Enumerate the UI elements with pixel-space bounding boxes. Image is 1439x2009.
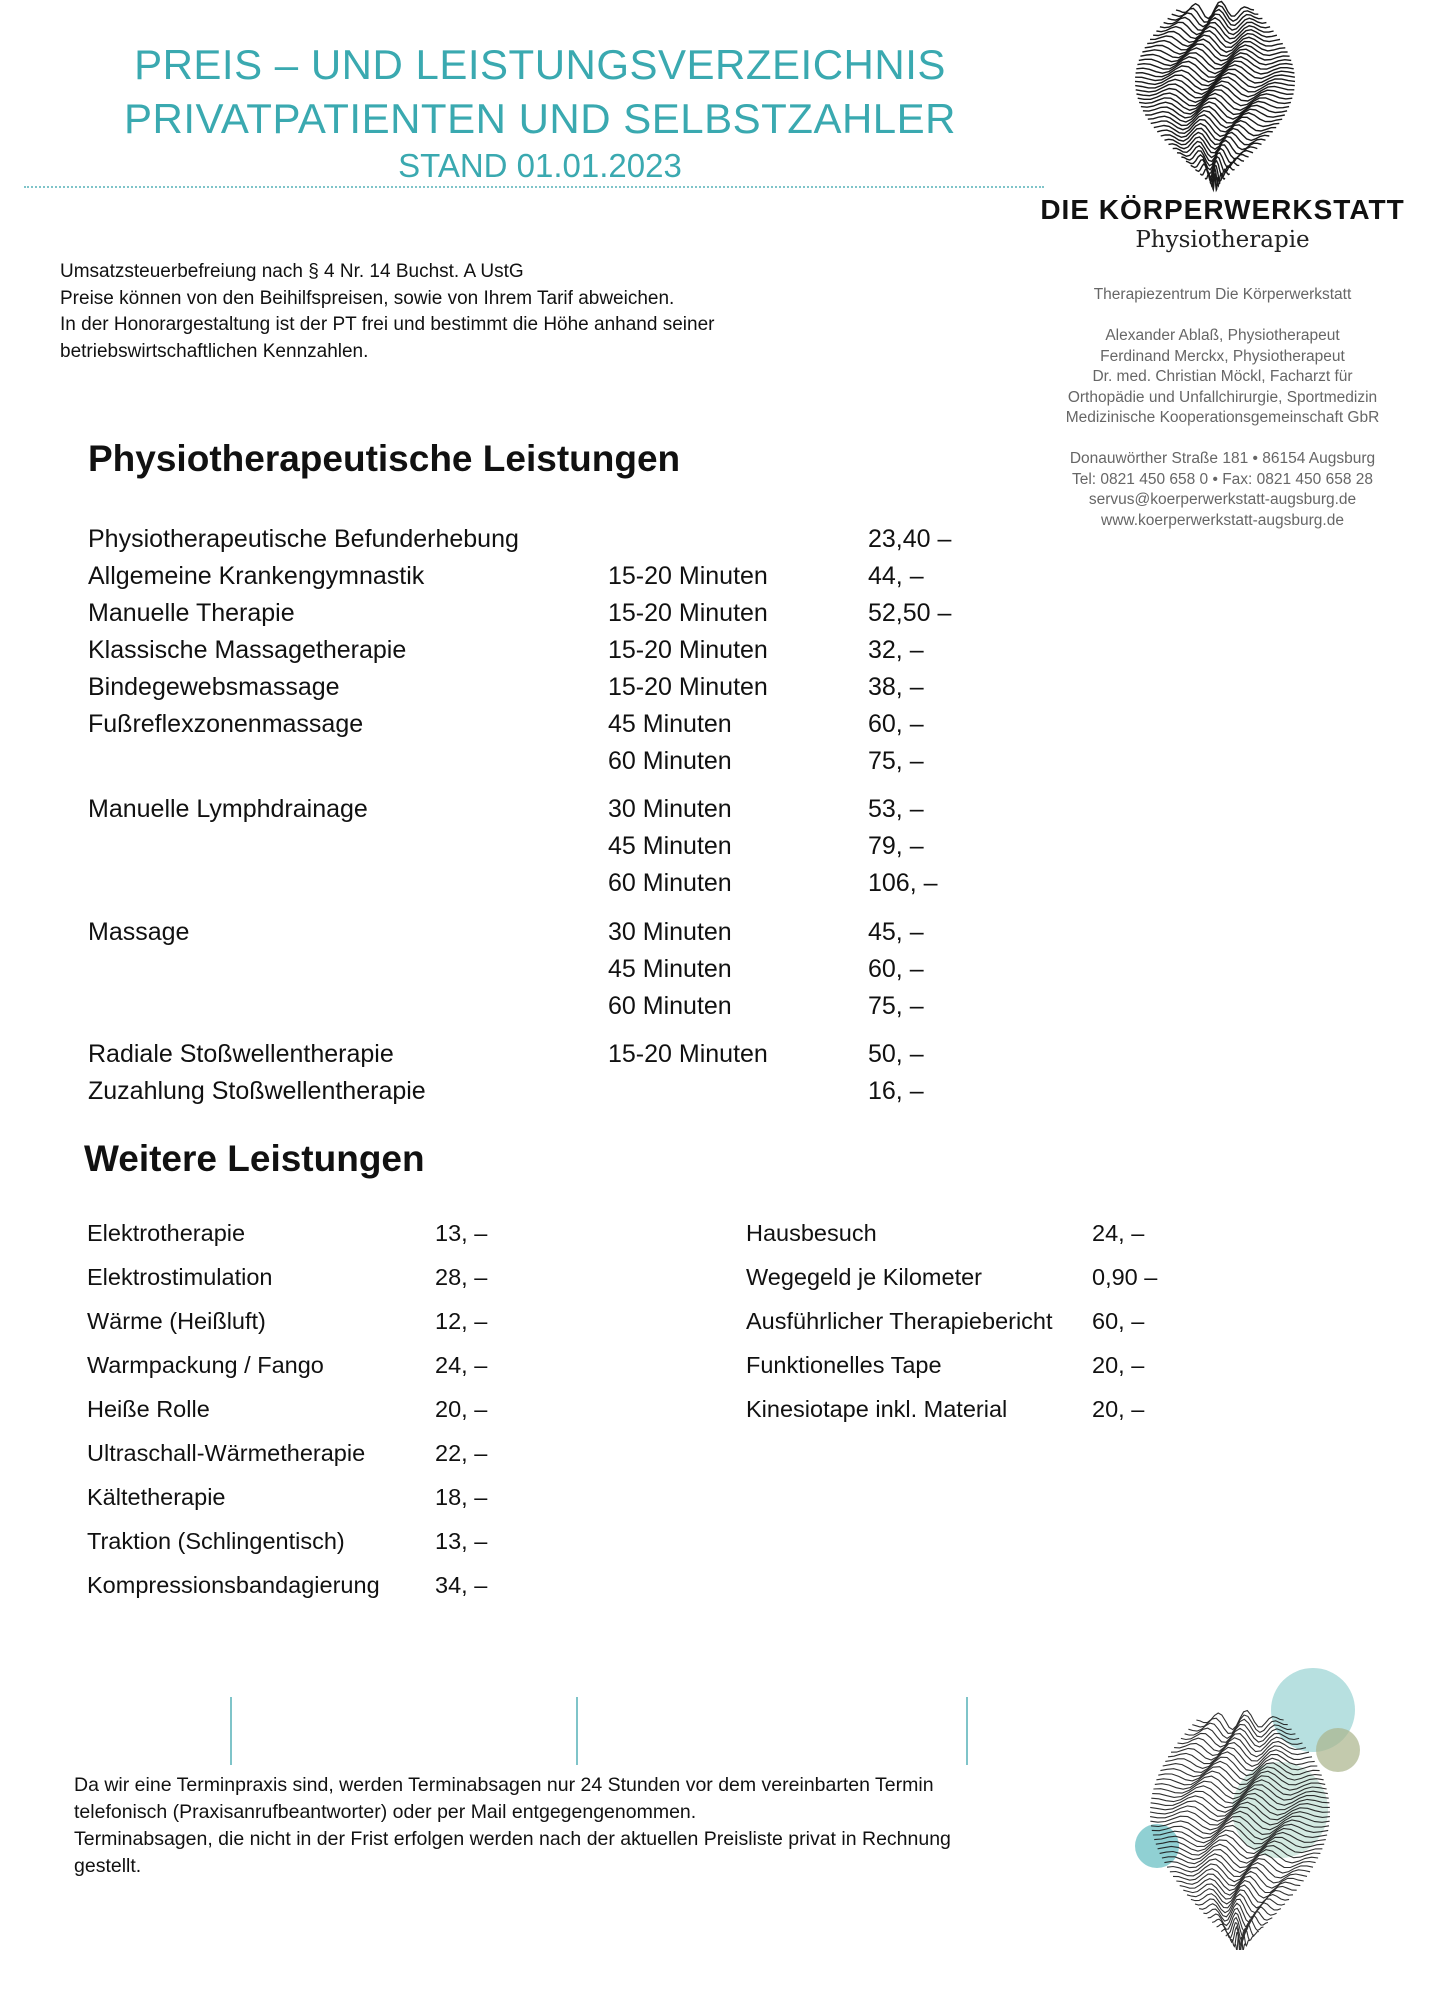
wave-line bbox=[1150, 31, 1280, 48]
title-date: STAND 01.01.2023 bbox=[398, 147, 682, 184]
service-price: 79, – bbox=[868, 832, 924, 860]
extra-service-price: 0,90 – bbox=[1092, 1264, 1158, 1290]
extra-service-price: 20, – bbox=[1092, 1352, 1145, 1378]
service-duration: 15-20 Minuten bbox=[608, 562, 768, 590]
extra-service-price: 13, – bbox=[435, 1528, 488, 1554]
service-price: 75, – bbox=[868, 747, 924, 775]
service-name: Bindegewebsmassage bbox=[88, 673, 340, 701]
divider-line bbox=[230, 1697, 232, 1765]
brand-subtitle: Physiotherapie bbox=[1135, 227, 1310, 253]
service-duration: 60 Minuten bbox=[608, 869, 732, 897]
cancellation-notice bbox=[74, 1772, 1084, 1880]
service-duration: 45 Minuten bbox=[608, 710, 732, 738]
service-duration: 30 Minuten bbox=[608, 795, 732, 823]
service-price: 38, – bbox=[868, 673, 924, 701]
page-title bbox=[20, 38, 1060, 186]
service-name: Manuelle Lymphdrainage bbox=[88, 795, 368, 823]
service-duration: 60 Minuten bbox=[608, 992, 732, 1020]
service-duration: 15-20 Minuten bbox=[608, 599, 768, 627]
service-price: 45, – bbox=[868, 918, 924, 946]
extra-service-name: Kältetherapie bbox=[87, 1484, 226, 1510]
extra-service-price: 13, – bbox=[435, 1220, 488, 1246]
weitere-heading: Weitere Leistungen bbox=[84, 1138, 425, 1179]
service-price: 23,40 – bbox=[868, 525, 952, 553]
tax-notes bbox=[60, 259, 860, 365]
contact-line: Ferdinand Merckx, Physiotherapeut bbox=[1100, 347, 1345, 365]
extra-service-name: Wegegeld je Kilometer bbox=[746, 1264, 982, 1290]
service-duration: 45 Minuten bbox=[608, 832, 732, 860]
physio-heading: Physiotherapeutische Leistungen bbox=[88, 438, 681, 479]
service-duration: 60 Minuten bbox=[608, 747, 732, 775]
footer-line: telefonisch (Praxisanrufbeantworter) oder per Mail entgegengenommen. bbox=[74, 1801, 697, 1823]
extra-service-name: Wärme (Heißluft) bbox=[87, 1308, 266, 1334]
extra-service-price: 20, – bbox=[435, 1396, 488, 1422]
service-price: 75, – bbox=[868, 992, 924, 1020]
service-price: 32, – bbox=[868, 636, 924, 664]
footer-line: Da wir eine Terminpraxis sind, werden Terminabsagen nur 24 Stunden vor dem vereinbarten Termin bbox=[74, 1774, 934, 1796]
contact-line: Tel: 0821 450 658 0 • Fax: 0821 450 658 28 bbox=[1071, 470, 1374, 488]
extra-service-price: 60, – bbox=[1092, 1308, 1145, 1334]
extra-service-price: 34, – bbox=[435, 1572, 488, 1598]
extra-service-name: Ausführlicher Therapiebericht bbox=[746, 1308, 1053, 1334]
service-price: 53, – bbox=[868, 795, 924, 823]
note-line: Preise können von den Beihilfspreisen, sowie von Ihrem Tarif abweichen. bbox=[60, 287, 675, 309]
contact-info bbox=[1025, 285, 1420, 531]
extra-service-name: Heiße Rolle bbox=[87, 1396, 210, 1422]
extra-service-price: 18, – bbox=[435, 1484, 488, 1510]
note-line: betriebswirtschaftlichen Kennzahlen. bbox=[60, 340, 369, 362]
brand-name: DIE KÖRPERWERKSTATT bbox=[1040, 194, 1405, 225]
extra-service-name: Elektrostimulation bbox=[87, 1264, 273, 1290]
contact-line: Alexander Ablaß, Physiotherapeut bbox=[1105, 327, 1340, 344]
contact-line bbox=[1025, 306, 1420, 327]
wave-line bbox=[1171, 1743, 1309, 1761]
title-line-1: PREIS – UND LEISTUNGSVERZEICHNIS bbox=[134, 41, 946, 88]
service-duration: 15-20 Minuten bbox=[608, 673, 768, 701]
service-name: Fußreflexzonenmassage bbox=[88, 710, 364, 738]
contact-email[interactable]: servus@koerperwerkstatt-augsburg.de bbox=[1088, 491, 1357, 508]
contact-line: Medizinische Kooperationsgemeinschaft GbR bbox=[1065, 409, 1380, 426]
service-price: 60, – bbox=[868, 955, 924, 983]
service-price: 50, – bbox=[868, 1040, 924, 1068]
service-price: 60, – bbox=[868, 710, 924, 738]
extra-service-name: Ultraschall-Wärmetherapie bbox=[87, 1440, 366, 1466]
extra-service-name: Traktion (Schlingentisch) bbox=[87, 1528, 345, 1554]
contact-line: Therapiezentrum Die Körperwerkstatt bbox=[1093, 286, 1352, 303]
service-name: Manuelle Therapie bbox=[88, 599, 295, 627]
extra-service-price: 20, – bbox=[1092, 1396, 1145, 1422]
extra-service-price: 12, – bbox=[435, 1308, 488, 1334]
extra-service-name: Kompressionsbandagierung bbox=[87, 1572, 380, 1598]
footer-line: Terminabsagen, die nicht in der Frist erfolgen werden nach der aktuellen Preisliste privat in Rechnung bbox=[74, 1828, 951, 1850]
title-divider bbox=[24, 186, 1044, 188]
extra-service-name: Warmpackung / Fango bbox=[87, 1352, 324, 1378]
service-price: 16, – bbox=[868, 1077, 924, 1105]
note-line: In der Honorargestaltung ist der PT frei und bestimmt die Höhe anhand seiner bbox=[60, 314, 715, 335]
extra-service-name: Elektrotherapie bbox=[87, 1220, 246, 1246]
wave-line bbox=[1195, 1894, 1285, 1913]
service-name: Physiotherapeutische Befunderhebung bbox=[88, 525, 519, 553]
divider-line bbox=[966, 1697, 968, 1765]
extra-service-price: 28, – bbox=[435, 1264, 488, 1290]
extra-service-name: Kinesiotape inkl. Material bbox=[746, 1396, 1008, 1422]
extra-service-price: 22, – bbox=[435, 1440, 488, 1466]
service-duration: 15-20 Minuten bbox=[608, 636, 768, 664]
service-duration: 45 Minuten bbox=[608, 955, 732, 983]
service-duration: 30 Minuten bbox=[608, 918, 732, 946]
extra-service-name: Funktionelles Tape bbox=[746, 1352, 942, 1378]
contact-line bbox=[1025, 429, 1420, 450]
extra-service-price: 24, – bbox=[1092, 1220, 1145, 1246]
extra-service-price: 24, – bbox=[435, 1352, 488, 1378]
note-line: Umsatzsteuerbefreiung nach § 4 Nr. 14 Buchst. A UstG bbox=[60, 261, 524, 282]
service-duration: 15-20 Minuten bbox=[608, 1040, 768, 1068]
service-price: 106, – bbox=[868, 869, 938, 897]
service-price: 44, – bbox=[868, 562, 924, 590]
contact-website[interactable]: www.koerperwerkstatt-augsburg.de bbox=[1101, 511, 1344, 529]
title-line-2: PRIVATPATIENTEN UND SELBSTZAHLER bbox=[123, 95, 957, 142]
service-name: Klassische Massagetherapie bbox=[88, 636, 407, 664]
divider-line bbox=[576, 1697, 578, 1765]
contact-line: Dr. med. Christian Möckl, Facharzt für bbox=[1092, 368, 1353, 385]
contact-line: Donauwörther Straße 181 • 86154 Augsburg bbox=[1069, 450, 1376, 467]
service-price: 52,50 – bbox=[868, 599, 952, 627]
extra-service-name: Hausbesuch bbox=[746, 1220, 877, 1246]
service-name: Zuzahlung Stoßwellentherapie bbox=[88, 1077, 426, 1105]
service-name: Radiale Stoßwellentherapie bbox=[88, 1040, 394, 1068]
service-name: Allgemeine Krankengymnastik bbox=[88, 562, 425, 590]
service-name: Massage bbox=[88, 918, 190, 946]
decorative-art-icon bbox=[1120, 1650, 1420, 1950]
footer-line: gestellt. bbox=[74, 1855, 142, 1877]
contact-line: Orthopädie und Unfallchirurgie, Sportmedizin bbox=[1067, 388, 1378, 406]
wave-line bbox=[1154, 120, 1276, 137]
